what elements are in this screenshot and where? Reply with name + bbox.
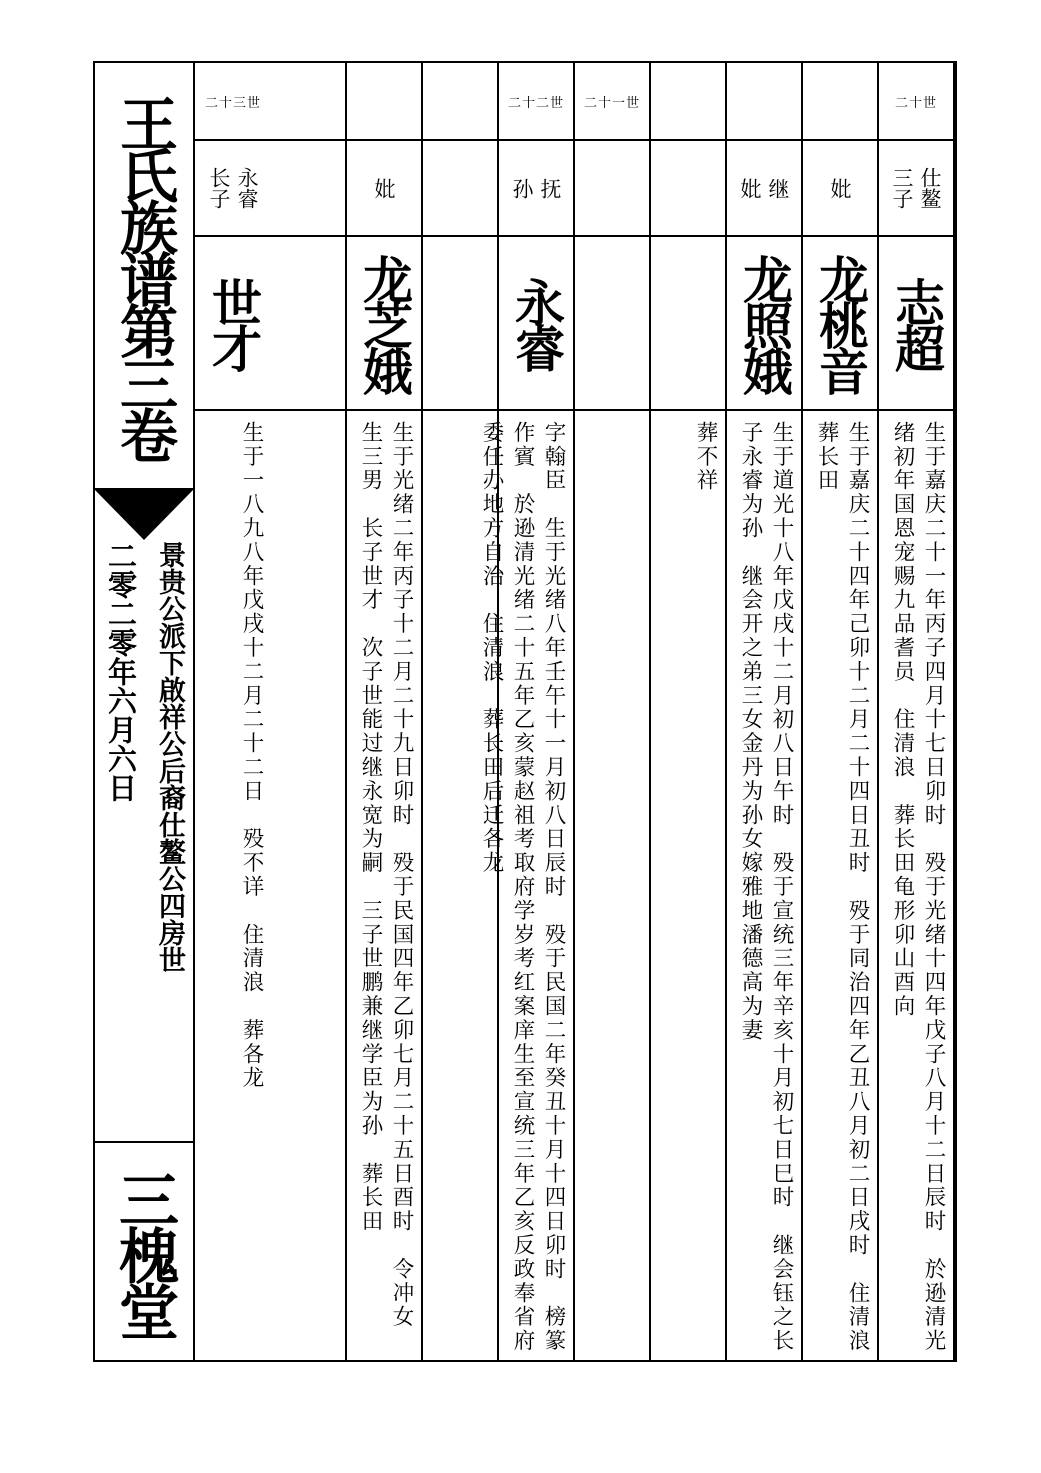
person-name: 龙桃音: [811, 254, 870, 392]
generation-label: 二十一世: [583, 95, 640, 111]
biography-cell: [727, 411, 801, 1364]
relation-cell: [271, 141, 345, 237]
biography-text: 生于一八九八年戊戌十二月二十二日 殁不详 住清浪 葬各龙: [239, 421, 264, 1091]
relation-cell: [575, 141, 649, 237]
person-name: 龙照娥: [735, 254, 794, 392]
generation-column: [195, 63, 271, 1360]
generation-label: [347, 63, 421, 139]
generation-cell: [499, 63, 573, 141]
person-name: 永睿: [507, 277, 566, 369]
relation-label: [271, 141, 345, 235]
fishtail-mark: [95, 490, 193, 540]
biography-text: 葬不祥: [693, 421, 718, 493]
generation-cell: [195, 63, 271, 141]
relation-label: 仕鳌 三子: [890, 167, 942, 209]
biography-cell: [479, 411, 573, 1364]
generation-column: [347, 63, 423, 1360]
book-title: 王氏族谱第三卷: [110, 93, 178, 458]
person-name: [271, 237, 345, 409]
relation-cell: [651, 141, 725, 237]
name-cell: [651, 237, 725, 411]
name-cell: [195, 237, 271, 411]
generation-cell: [347, 63, 421, 141]
generation-label: [423, 63, 497, 139]
person-name: [651, 237, 725, 409]
name-cell: [727, 237, 801, 411]
biography-cell: [879, 411, 953, 1364]
biography-text: 生于嘉庆二十一年丙子四月十七日卯时 殁于光绪十四年戊子八月十二日辰时 於逊清光绪初年国恩宠赐九品耆员 住清浪 葬长田龟形卯山酉向: [890, 421, 946, 1354]
generation-label: [727, 63, 801, 139]
relation-label: [423, 141, 497, 235]
person-name: 志超: [887, 277, 946, 369]
divider: [95, 488, 193, 490]
person-name: 龙芝娥: [355, 254, 414, 392]
name-cell: [803, 237, 877, 411]
generation-column: [727, 63, 803, 1360]
biography-cell: [423, 411, 497, 1364]
relation-cell: [423, 141, 497, 237]
person-name: [575, 237, 649, 409]
generation-column: [479, 63, 575, 1360]
generation-column: [651, 63, 727, 1360]
biography-text: 生于光绪二年丙子十二月二十九日卯时 殁于民国四年乙卯七月二十五日酉时 令冲女 生三男 长子世才 次子世能过继永宽为嗣 三子世鹏兼继学臣为孙 葬长田: [358, 421, 414, 1354]
hall-name: 三槐堂: [109, 1169, 179, 1337]
generation-label: 二十三世: [204, 95, 261, 111]
generation-cell: [575, 63, 649, 141]
name-cell: [499, 237, 573, 411]
relation-cell: [803, 141, 877, 237]
name-cell: [271, 237, 345, 411]
relation-label: 永睿 长子: [207, 167, 259, 209]
generation-cell: [651, 63, 725, 141]
biography-cell: [651, 411, 725, 1364]
relation-cell: [499, 141, 573, 237]
generation-column: [423, 63, 499, 1360]
biography-cell: [575, 411, 649, 1364]
generation-cell: [803, 63, 877, 141]
generation-label: 二十二世: [507, 95, 564, 111]
generation-cell: [423, 63, 497, 141]
relation-label: [575, 141, 649, 235]
genealogy-page: [93, 61, 957, 1378]
person-name: [423, 237, 497, 409]
biography-cell: [803, 411, 877, 1378]
relation-label: 妣: [372, 177, 396, 199]
generation-column: [575, 63, 651, 1360]
generation-label: 二十世: [894, 95, 937, 111]
generation-column: [879, 63, 955, 1360]
branch-subtitle: 景贵公派下啟祥公后裔仕鳌公四房世: [154, 541, 185, 973]
relation-label: 妣: [828, 177, 852, 199]
generation-column: [271, 63, 347, 1360]
person-name: 世才: [204, 277, 263, 369]
relation-cell: [347, 141, 421, 237]
date-subtitle: 二零二零年六月六日: [104, 541, 138, 802]
generation-label: [803, 63, 877, 139]
name-cell: [423, 237, 497, 411]
biography-text: 字翰臣 生于光绪八年壬午十一月初八日辰时 殁于民国二年癸丑十月十四日卯时 榜篆作賓 於逊清光绪二十五年乙亥蒙赵祖考取府学岁考红案庠生至宣统三年乙亥反政奉省府委任办地方自治 住清浪 葬长田后迁各龙: [479, 421, 566, 1354]
biography-cell: [347, 411, 421, 1364]
title-panel: [95, 63, 195, 1360]
generation-cell: [271, 63, 345, 141]
relation-cell: [727, 141, 801, 237]
biography-cell: [271, 411, 345, 1364]
name-cell: [575, 237, 649, 411]
name-cell: [347, 237, 421, 411]
generation-cell: [727, 63, 801, 141]
relation-label: [651, 141, 725, 235]
generation-label: [271, 63, 345, 139]
biography-text: 生于嘉庆二十四年己卯十二月二十四日丑时 殁于同治四年乙丑八月初二日戌时 住清浪 葬长田: [814, 421, 870, 1378]
generation-column: [803, 63, 879, 1378]
relation-cell: [195, 141, 271, 237]
generation-label: [651, 63, 725, 139]
relation-label: 继 妣: [738, 177, 790, 199]
generation-cell: [879, 63, 953, 141]
relation-cell: [879, 141, 953, 237]
biography-cell: [195, 411, 271, 1364]
subtitle-area: [95, 541, 193, 1141]
name-cell: [879, 237, 953, 411]
biography-text: 生于道光十八年戊戌十二月初八日午时 殁于宣统三年辛亥十月初七日巳时 继会钰之长子永睿为孙 继会开之弟三女金丹为孙女嫁雅地潘德高为妻: [738, 421, 794, 1354]
relation-label: 抚 孙: [510, 177, 562, 199]
